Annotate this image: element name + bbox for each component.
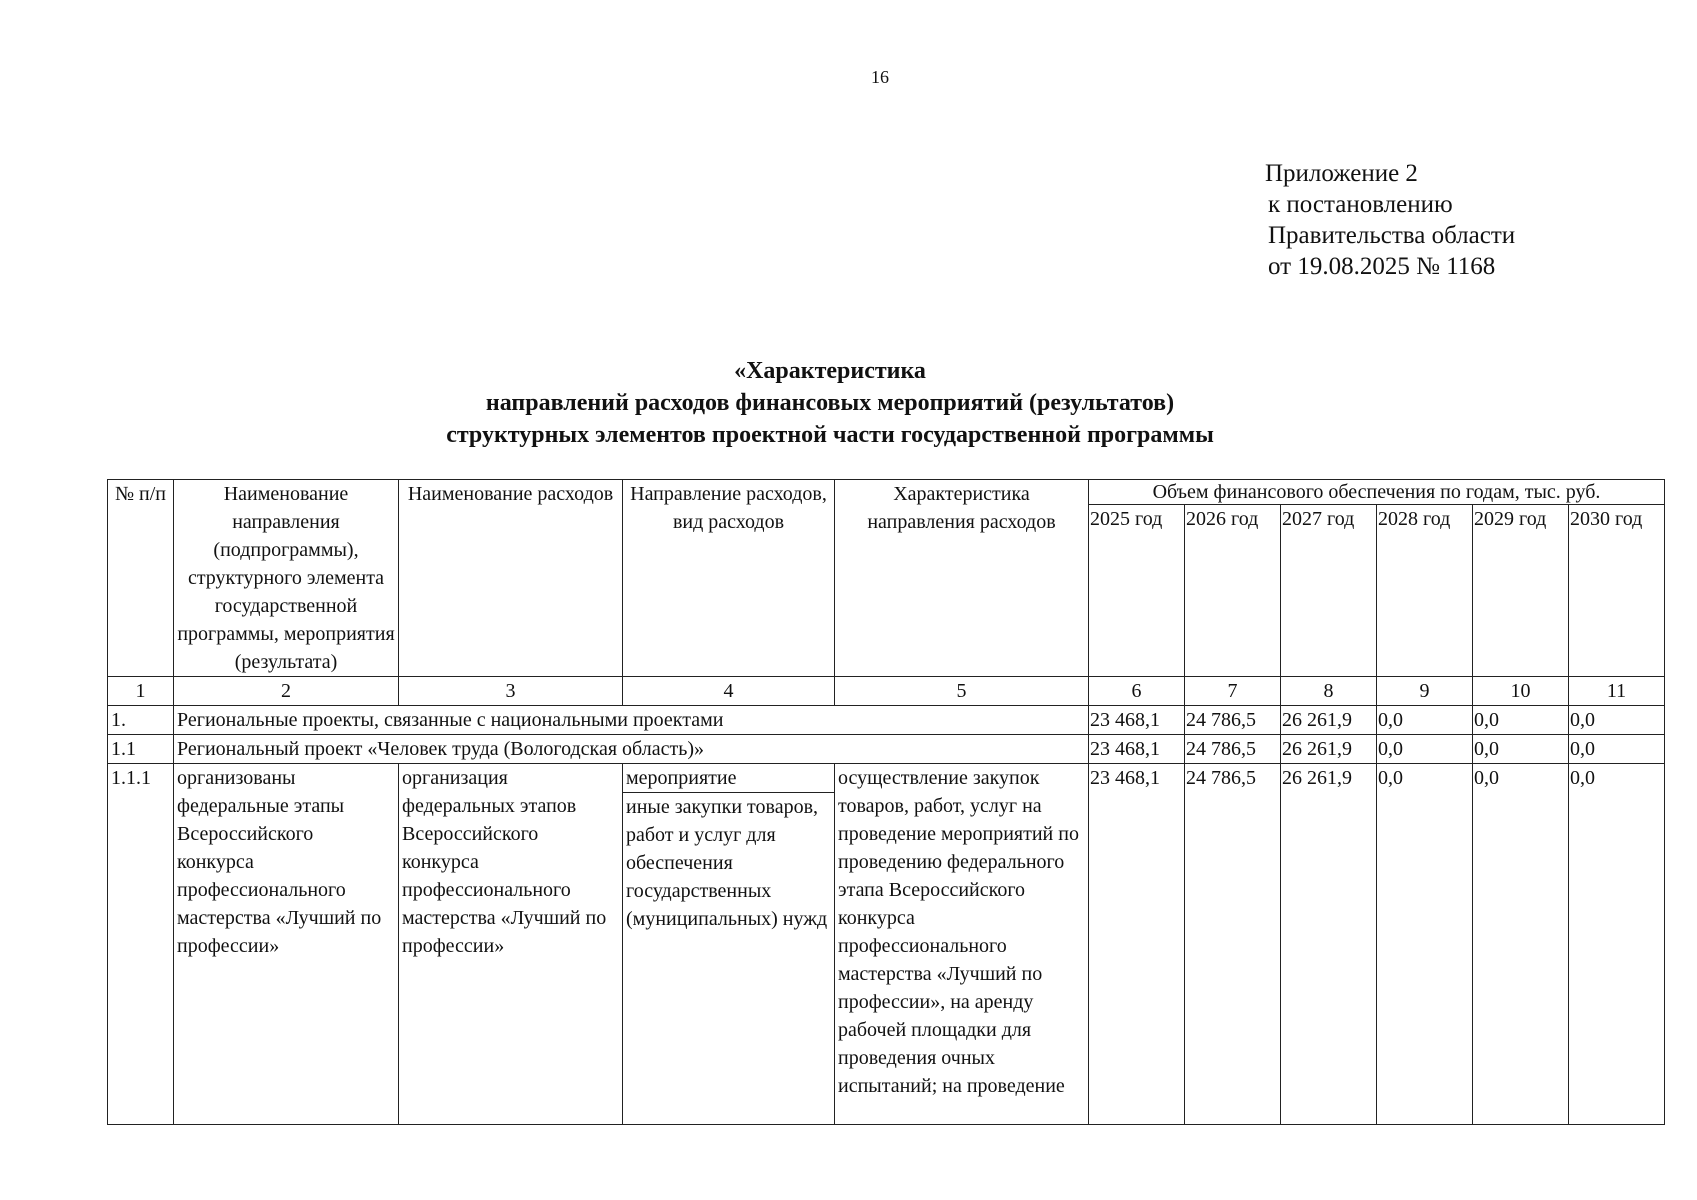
header-year-2029: 2029 год — [1473, 505, 1569, 677]
column-number: 6 — [1089, 677, 1185, 706]
row-value-2026: 24 786,5 — [1185, 764, 1281, 1125]
header-year-2026: 2026 год — [1185, 505, 1281, 677]
header-year-2027: 2027 год — [1281, 505, 1377, 677]
row-name: Региональный проект «Человек труда (Вологодская область)» — [174, 735, 1089, 764]
column-number-row — [108, 677, 1665, 706]
row-direction-text: иные закупки товаров, работ и услуг для обеспечения государственных (муниципальных) нужд — [626, 796, 828, 930]
table-row — [108, 706, 1665, 735]
row-value-2027: 26 261,9 — [1281, 706, 1377, 735]
title-line-2: направлений расходов финансовых мероприятий (результатов) — [485, 390, 1175, 416]
row-num: 1. — [108, 706, 174, 735]
table-row — [108, 764, 1665, 1125]
row-value-2027: 26 261,9 — [1281, 764, 1377, 1125]
row-value-2030: 0,0 — [1569, 706, 1665, 735]
appendix-block — [1265, 158, 1515, 282]
table-row — [108, 735, 1665, 764]
row-name: Региональные проекты, связанные с национальными проектами — [174, 706, 1089, 735]
row-direction — [623, 764, 835, 1125]
header-year-2028: 2028 год — [1377, 505, 1473, 677]
appendix-line-2: к постановлению — [1268, 191, 1453, 218]
column-number: 8 — [1281, 677, 1377, 706]
row-num: 1.1.1 — [108, 764, 174, 1125]
column-number: 7 — [1185, 677, 1281, 706]
row-value-2028: 0,0 — [1377, 706, 1473, 735]
row-value-2029: 0,0 — [1473, 735, 1569, 764]
row-direction-label: мероприятие — [623, 764, 834, 793]
header-row-1 — [108, 480, 1665, 505]
page-number: 16 — [871, 67, 889, 87]
row-characteristic: осуществление закупок товаров, работ, услуг на проведение мероприятий по проведению федерального этапа Всероссийского конкурса профессионального мастерства «Лучший по профессии», на аренду рабочей площадки для проведения очных испытаний; на проведение — [835, 764, 1089, 1125]
appendix-line-4: от 19.08.2025 № 1168 — [1268, 253, 1496, 280]
row-value-2025: 23 468,1 — [1089, 735, 1185, 764]
header-characteristic: Характеристика направления расходов — [835, 480, 1089, 677]
column-number: 3 — [399, 677, 623, 706]
column-number: 4 — [623, 677, 835, 706]
appendix-line-1: Приложение 2 — [1265, 160, 1418, 187]
row-value-2027: 26 261,9 — [1281, 735, 1377, 764]
column-number: 9 — [1377, 677, 1473, 706]
column-number: 5 — [835, 677, 1089, 706]
header-year-2025: 2025 год — [1089, 505, 1185, 677]
title-line-1: «Характеристика — [734, 358, 926, 384]
header-year-2030: 2030 год — [1569, 505, 1665, 677]
appendix-line-3: Правительства области — [1268, 222, 1516, 249]
row-value-2029: 0,0 — [1473, 706, 1569, 735]
row-value-2025: 23 468,1 — [1089, 764, 1185, 1125]
row-value-2026: 24 786,5 — [1185, 735, 1281, 764]
row-name: организованы федеральные этапы Всероссийского конкурса профессионального мастерства «Лучший по профессии» — [174, 764, 399, 1125]
row-value-2028: 0,0 — [1377, 735, 1473, 764]
header-direction: Направление расходов, вид расходов — [623, 480, 835, 677]
row-num: 1.1 — [108, 735, 174, 764]
header-expense-name: Наименование расходов — [399, 480, 623, 677]
row-value-2028: 0,0 — [1377, 764, 1473, 1125]
row-value-2025: 23 468,1 — [1089, 706, 1185, 735]
header-num: № п/п — [108, 480, 174, 677]
header-name: Наименование направления (подпрограммы), структурного элемента государственной программы, мероприятия (результата) — [174, 480, 399, 677]
row-expense-name: организация федеральных этапов Всероссийского конкурса профессионального мастерства «Лучший по профессии» — [399, 764, 623, 1125]
column-number: 11 — [1569, 677, 1665, 706]
row-value-2026: 24 786,5 — [1185, 706, 1281, 735]
row-value-2029: 0,0 — [1473, 764, 1569, 1125]
title-line-3: структурных элементов проектной части государственной программы — [446, 422, 1214, 448]
row-value-2030: 0,0 — [1569, 764, 1665, 1125]
row-value-2030: 0,0 — [1569, 735, 1665, 764]
column-number: 1 — [108, 677, 174, 706]
column-number: 2 — [174, 677, 399, 706]
expense-table — [107, 479, 1665, 1125]
header-volume: Объем финансового обеспечения по годам, тыс. руб. — [1089, 480, 1665, 505]
column-number: 10 — [1473, 677, 1569, 706]
document-title — [330, 355, 1330, 451]
